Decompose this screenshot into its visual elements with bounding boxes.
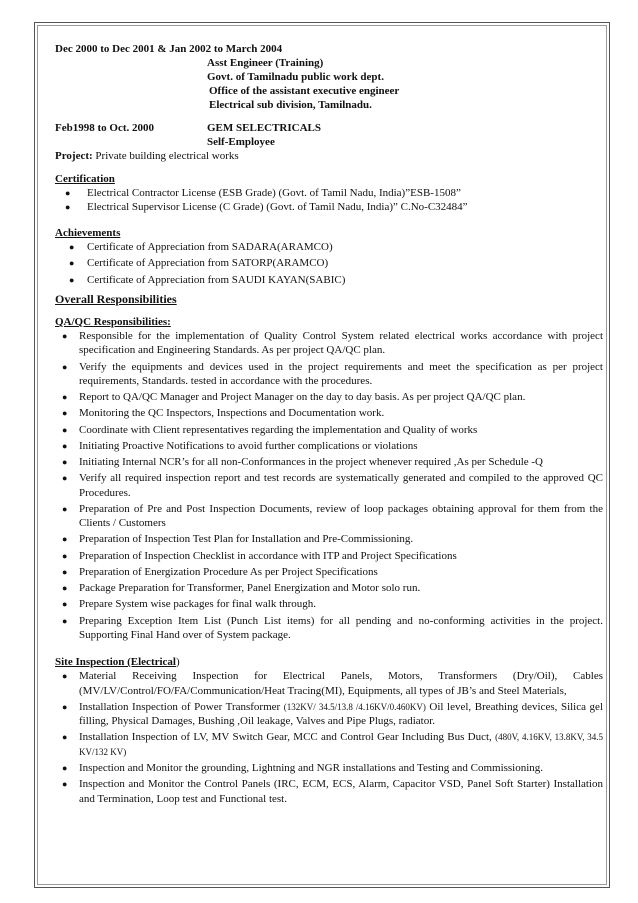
bullet-icon: ● xyxy=(62,732,68,743)
list-item: ● Responsible for the implementation of Quality Control System related electrical works accordance with project specification and Engineering Standards. As per project QA/QC plan. xyxy=(62,330,603,357)
project-label: Project: xyxy=(55,150,93,162)
bullet-icon: ● xyxy=(62,534,68,545)
list-item: ● Verify all required inspection report and test records are systematically generated and compiled to the approved QC Procedures. xyxy=(62,472,603,499)
list-item: ● Installation Inspection of Power Transformer (132KV/ 34.5/13.8 /4.16KV/0.460KV) Oil level, Breathing devices, Silica gel filling, Physical Damages, Bushing ,Oil leakage, Valves and Pipe Plugs, radiator. xyxy=(62,700,603,728)
experience-role-1: Asst Engineer (Training) xyxy=(207,57,324,69)
qaqc-list xyxy=(55,329,603,642)
experience-header-2 xyxy=(55,121,603,135)
list-item: ● Package Preparation for Transformer, Panel Energization and Motor solo run. xyxy=(62,582,421,595)
list-item: ● Initiating Internal NCR’s for all non-Conformances in the project whenever required ,As per Schedule -Q xyxy=(62,456,543,469)
list-item: ● Inspection and Monitor the grounding, Lightning and NGR installations and Testing and Commissioning. xyxy=(62,761,544,774)
list-item: ● Material Receiving Inspection for Electrical Panels, Motors, Transformers (Dry/Oil), Cables (MV/LV/Control/FO/FA/Communication/Heat Tracing(MI), Equipments, all types of JB’s and Steel Materials, xyxy=(62,670,603,697)
list-item: ● Preparing Exception Item List (Punch List items) for all pending and no-conforming activities in the project. Supporting Final Hand over of System package. xyxy=(62,614,603,641)
bullet-icon: ● xyxy=(65,202,71,213)
list-item: ● Certificate of Appreciation from SADARA(ARAMCO) xyxy=(69,240,333,253)
list-item: ● Certificate of Appreciation from SATORP(ARAMCO) xyxy=(69,257,329,270)
bullet-icon: ● xyxy=(62,331,68,342)
achievements-heading: Achievements xyxy=(55,226,121,239)
experience-company-2: GEM SELECTRICALS xyxy=(207,122,322,134)
list-item: ● Preparation of Inspection Checklist in accordance with ITP and Project Specifications xyxy=(62,549,457,562)
site-heading: Site Inspection (Electrical) xyxy=(55,656,180,669)
list-item: ● Electrical Contractor License (ESB Grade) (Govt. of Tamil Nadu, India)”ESB-1508” xyxy=(65,187,461,199)
bullet-icon: ● xyxy=(65,188,71,198)
bullet-icon: ● xyxy=(62,762,68,773)
experience-period-1: Dec 2000 to Dec 2001 & Jan 2002 to March 2004 xyxy=(55,43,283,55)
list-item: ● Prepare System wise packages for final walk through. xyxy=(62,598,317,611)
list-item: ● Certificate of Appreciation from SAUDI KAYAN(SABIC) xyxy=(69,273,346,286)
bullet-icon: ● xyxy=(62,361,68,372)
bullet-icon: ● xyxy=(62,615,68,626)
achievements-list xyxy=(55,240,603,287)
list-item: ● Preparation of Pre and Post Inspection Documents, review of loop packages obtaining approval for them from the Clients / Customers xyxy=(62,502,603,530)
bullet-icon: ● xyxy=(62,424,68,435)
overall-heading: Overall Responsibilities xyxy=(55,292,177,307)
certification-heading: Certification xyxy=(55,173,115,185)
list-item: ● Initiating Proactive Notifications to avoid further complications or violations xyxy=(62,439,418,452)
bullet-icon: ● xyxy=(62,503,68,514)
experience-office-1: Office of the assistant executive engineer xyxy=(209,85,400,97)
certification-list xyxy=(55,186,603,215)
list-item: ● Electrical Supervisor License (C Grade) (Govt. of Tamil Nadu, India)” C.No-C32484” xyxy=(65,201,468,214)
experience-employer-1: Govt. of Tamilnadu public work dept. xyxy=(207,71,384,83)
experience-role-2: Self-Employee xyxy=(207,136,275,148)
bullet-icon: ● xyxy=(62,671,68,682)
bullet-icon: ● xyxy=(62,440,68,451)
bullet-icon: ● xyxy=(62,566,68,577)
bullet-icon: ● xyxy=(62,550,68,561)
bullet-icon: ● xyxy=(62,701,68,712)
list-item: ● Report to QA/QC Manager and Project Manager on the day to day basis. As per project QA/QC plan. xyxy=(62,391,526,404)
project-text: Private building electrical works xyxy=(95,150,239,162)
list-item: ● Inspection and Monitor the Control Panels (IRC, ECM, ECS, Alarm, Capacitor VSD, Panel Soft Starter) Installation and Termination, Loop test and Functional test. xyxy=(62,778,603,805)
bullet-icon: ● xyxy=(69,274,75,285)
bullet-icon: ● xyxy=(62,408,68,419)
resume-content xyxy=(55,42,603,808)
bullet-icon: ● xyxy=(62,473,68,484)
experience-period-2: Feb1998 to Oct. 2000 xyxy=(55,122,154,134)
list-item: ● Verify the equipments and devices used in the project requirements and meet the specification as per project requirements, Standards. tested in accordance with the procedures. xyxy=(62,360,603,388)
experience-project-2 xyxy=(55,149,603,163)
bullet-icon: ● xyxy=(62,583,68,594)
bullet-icon: ● xyxy=(62,599,68,610)
bullet-icon: ● xyxy=(69,241,75,252)
list-item: ● Installation Inspection of LV, MV Switch Gear, MCC and Control Gear Including Bus Duct, (480V, 4.16KV, 13.8KV, 34.5 KV/132 KV) xyxy=(62,731,603,757)
bullet-icon: ● xyxy=(62,779,68,790)
list-item: ● Coordinate with Client representatives regarding the implementation and Quality of works xyxy=(62,423,478,436)
experience-division-1: Electrical sub division, Tamilnadu. xyxy=(209,99,372,111)
list-item: ● Preparation of Energization Procedure As per Project Specifications xyxy=(62,565,378,578)
list-item: ● Preparation of Inspection Test Plan for Installation and Pre-Commissioning. xyxy=(62,533,414,546)
bullet-icon: ● xyxy=(62,457,68,468)
list-item: ● Monitoring the QC Inspectors, Inspections and Documentation work. xyxy=(62,407,385,420)
bullet-icon: ● xyxy=(62,392,68,403)
site-list xyxy=(55,669,603,806)
bullet-icon: ● xyxy=(69,258,75,269)
qaqc-heading: QA/QC Responsibilities: xyxy=(55,316,171,329)
